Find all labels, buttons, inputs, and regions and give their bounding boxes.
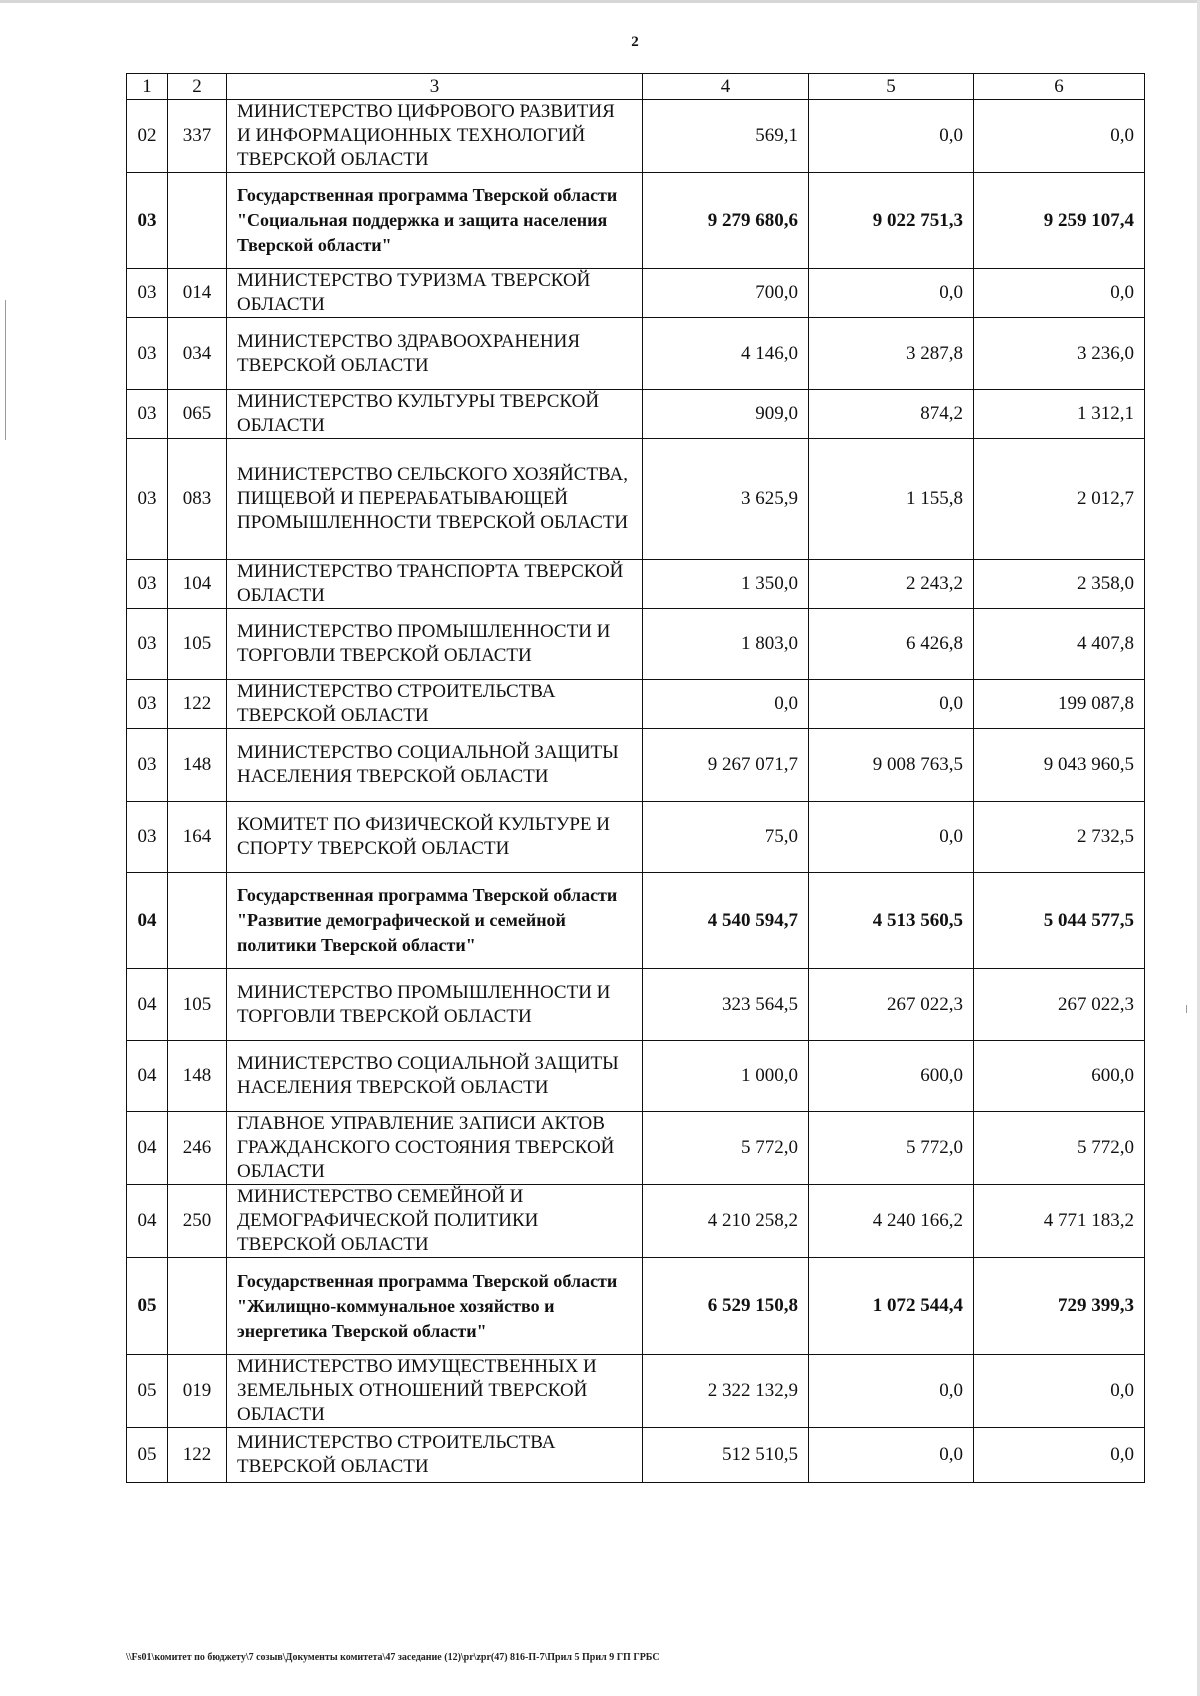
grbs-code-cell: 014	[168, 269, 227, 318]
program-row	[127, 1258, 1145, 1355]
value-year1-cell: 5 772,0	[643, 1112, 809, 1185]
value-year1-cell: 0,0	[643, 680, 809, 729]
program-code-cell: 03	[127, 560, 168, 609]
name-cell: МИНИСТЕРСТВО ИМУЩЕСТВЕННЫХ И ЗЕМЕЛЬНЫХ ОТНОШЕНИЙ ТВЕРСКОЙ ОБЛАСТИ	[227, 1355, 643, 1428]
value-year3-cell: 9 259 107,4	[974, 173, 1145, 269]
program-code-cell: 04	[127, 1185, 168, 1258]
value-year1-cell: 700,0	[643, 269, 809, 318]
table-header-row	[127, 74, 1145, 100]
value-year1-cell: 75,0	[643, 802, 809, 873]
column-header: 4	[643, 74, 809, 100]
value-year3-cell: 3 236,0	[974, 318, 1145, 390]
name-cell: МИНИСТЕРСТВО ПРОМЫШЛЕННОСТИ И ТОРГОВЛИ ТВЕРСКОЙ ОБЛАСТИ	[227, 609, 643, 680]
grbs-code-cell: 122	[168, 680, 227, 729]
name-cell: МИНИСТЕРСТВО СТРОИТЕЛЬСТВА ТВЕРСКОЙ ОБЛАСТИ	[227, 1428, 643, 1483]
value-year1-cell: 1 000,0	[643, 1041, 809, 1112]
value-year2-cell: 0,0	[809, 1355, 974, 1428]
value-year2-cell: 2 243,2	[809, 560, 974, 609]
grbs-code-cell	[168, 1258, 227, 1355]
program-code-cell: 03	[127, 609, 168, 680]
value-year1-cell: 9 279 680,6	[643, 173, 809, 269]
scan-mark	[5, 300, 6, 440]
table-row	[127, 439, 1145, 560]
table-row	[127, 609, 1145, 680]
value-year3-cell: 0,0	[974, 269, 1145, 318]
budget-table	[126, 73, 1145, 1483]
value-year3-cell: 1 312,1	[974, 390, 1145, 439]
value-year1-cell: 569,1	[643, 100, 809, 173]
grbs-code-cell	[168, 173, 227, 269]
program-code-cell: 04	[127, 873, 168, 969]
grbs-code-cell: 034	[168, 318, 227, 390]
value-year3-cell: 0,0	[974, 1355, 1145, 1428]
program-code-cell: 03	[127, 173, 168, 269]
value-year3-cell: 267 022,3	[974, 969, 1145, 1041]
name-cell: МИНИСТЕРСТВО ТРАНСПОРТА ТВЕРСКОЙ ОБЛАСТИ	[227, 560, 643, 609]
value-year2-cell: 4 240 166,2	[809, 1185, 974, 1258]
value-year2-cell: 5 772,0	[809, 1112, 974, 1185]
value-year2-cell: 1 155,8	[809, 439, 974, 560]
grbs-code-cell	[168, 873, 227, 969]
grbs-code-cell: 065	[168, 390, 227, 439]
program-code-cell: 05	[127, 1428, 168, 1483]
value-year2-cell: 4 513 560,5	[809, 873, 974, 969]
value-year1-cell: 1 350,0	[643, 560, 809, 609]
table-row	[127, 1041, 1145, 1112]
value-year1-cell: 323 564,5	[643, 969, 809, 1041]
column-header: 1	[127, 74, 168, 100]
name-cell: МИНИСТЕРСТВО СТРОИТЕЛЬСТВА ТВЕРСКОЙ ОБЛАСТИ	[227, 680, 643, 729]
name-cell: ГЛАВНОЕ УПРАВЛЕНИЕ ЗАПИСИ АКТОВ ГРАЖДАНСКОГО СОСТОЯНИЯ ТВЕРСКОЙ ОБЛАСТИ	[227, 1112, 643, 1185]
value-year1-cell: 909,0	[643, 390, 809, 439]
grbs-code-cell: 122	[168, 1428, 227, 1483]
program-row	[127, 173, 1145, 269]
table-row	[127, 680, 1145, 729]
table-row	[127, 390, 1145, 439]
name-cell: Государственная программа Тверской области "Социальная поддержка и защита населения Тверской области"	[227, 173, 643, 269]
name-cell: МИНИСТЕРСТВО ЗДРАВООХРАНЕНИЯ ТВЕРСКОЙ ОБЛАСТИ	[227, 318, 643, 390]
value-year2-cell: 874,2	[809, 390, 974, 439]
value-year2-cell: 9 008 763,5	[809, 729, 974, 802]
name-cell: МИНИСТЕРСТВО СЕМЕЙНОЙ И ДЕМОГРАФИЧЕСКОЙ ПОЛИТИКИ ТВЕРСКОЙ ОБЛАСТИ	[227, 1185, 643, 1258]
grbs-code-cell: 246	[168, 1112, 227, 1185]
value-year2-cell: 0,0	[809, 802, 974, 873]
value-year2-cell: 3 287,8	[809, 318, 974, 390]
value-year1-cell: 2 322 132,9	[643, 1355, 809, 1428]
program-code-cell: 03	[127, 680, 168, 729]
grbs-code-cell: 105	[168, 609, 227, 680]
table-row	[127, 1355, 1145, 1428]
table-row	[127, 729, 1145, 802]
grbs-code-cell: 148	[168, 1041, 227, 1112]
name-cell: КОМИТЕТ ПО ФИЗИЧЕСКОЙ КУЛЬТУРЕ И СПОРТУ ТВЕРСКОЙ ОБЛАСТИ	[227, 802, 643, 873]
value-year3-cell: 729 399,3	[974, 1258, 1145, 1355]
value-year1-cell: 1 803,0	[643, 609, 809, 680]
table-body	[127, 100, 1145, 1483]
value-year3-cell: 199 087,8	[974, 680, 1145, 729]
name-cell: Государственная программа Тверской области "Жилищно-коммунальное хозяйство и энергетика Тверской области"	[227, 1258, 643, 1355]
name-cell: МИНИСТЕРСТВО СЕЛЬСКОГО ХОЗЯЙСТВА, ПИЩЕВОЙ И ПЕРЕРАБАТЫВАЮЩЕЙ ПРОМЫШЛЕННОСТИ ТВЕРСКОЙ ОБЛАСТИ	[227, 439, 643, 560]
program-code-cell: 03	[127, 802, 168, 873]
program-code-cell: 03	[127, 390, 168, 439]
grbs-code-cell: 250	[168, 1185, 227, 1258]
grbs-code-cell: 105	[168, 969, 227, 1041]
table-row	[127, 560, 1145, 609]
footer-file-path: \\Fs01\комитет по бюджету\7 созыв\Документы комитета\47 заседание (12)\pr\zpr(47) 816-П-7\Прил 5 Прил 9 ГП ГРБС	[126, 1652, 660, 1663]
table-row	[127, 318, 1145, 390]
value-year3-cell: 0,0	[974, 100, 1145, 173]
table-row	[127, 269, 1145, 318]
program-code-cell: 04	[127, 1041, 168, 1112]
value-year1-cell: 4 540 594,7	[643, 873, 809, 969]
value-year2-cell: 0,0	[809, 680, 974, 729]
grbs-code-cell: 104	[168, 560, 227, 609]
value-year3-cell: 5 044 577,5	[974, 873, 1145, 969]
program-code-cell: 03	[127, 439, 168, 560]
grbs-code-cell: 083	[168, 439, 227, 560]
value-year3-cell: 2 732,5	[974, 802, 1145, 873]
value-year1-cell: 9 267 071,7	[643, 729, 809, 802]
name-cell: МИНИСТЕРСТВО СОЦИАЛЬНОЙ ЗАЩИТЫ НАСЕЛЕНИЯ ТВЕРСКОЙ ОБЛАСТИ	[227, 729, 643, 802]
scan-mark	[1186, 1005, 1187, 1013]
value-year1-cell: 4 146,0	[643, 318, 809, 390]
program-code-cell: 03	[127, 729, 168, 802]
name-cell: МИНИСТЕРСТВО ТУРИЗМА ТВЕРСКОЙ ОБЛАСТИ	[227, 269, 643, 318]
value-year3-cell: 4 407,8	[974, 609, 1145, 680]
value-year3-cell: 5 772,0	[974, 1112, 1145, 1185]
value-year1-cell: 512 510,5	[643, 1428, 809, 1483]
value-year2-cell: 600,0	[809, 1041, 974, 1112]
value-year2-cell: 9 022 751,3	[809, 173, 974, 269]
value-year2-cell: 0,0	[809, 100, 974, 173]
program-code-cell: 05	[127, 1355, 168, 1428]
value-year3-cell: 9 043 960,5	[974, 729, 1145, 802]
value-year1-cell: 4 210 258,2	[643, 1185, 809, 1258]
value-year3-cell: 4 771 183,2	[974, 1185, 1145, 1258]
value-year3-cell: 2 012,7	[974, 439, 1145, 560]
value-year2-cell: 0,0	[809, 269, 974, 318]
table-row	[127, 1112, 1145, 1185]
program-code-cell: 03	[127, 318, 168, 390]
column-header: 2	[168, 74, 227, 100]
name-cell: МИНИСТЕРСТВО ПРОМЫШЛЕННОСТИ И ТОРГОВЛИ ТВЕРСКОЙ ОБЛАСТИ	[227, 969, 643, 1041]
value-year3-cell: 600,0	[974, 1041, 1145, 1112]
grbs-code-cell: 164	[168, 802, 227, 873]
column-header: 6	[974, 74, 1145, 100]
column-header: 5	[809, 74, 974, 100]
column-header: 3	[227, 74, 643, 100]
program-code-cell: 04	[127, 969, 168, 1041]
table-row	[127, 969, 1145, 1041]
name-cell: МИНИСТЕРСТВО ЦИФРОВОГО РАЗВИТИЯ И ИНФОРМАЦИОННЫХ ТЕХНОЛОГИЙ ТВЕРСКОЙ ОБЛАСТИ	[227, 100, 643, 173]
value-year1-cell: 3 625,9	[643, 439, 809, 560]
program-code-cell: 03	[127, 269, 168, 318]
table-row	[127, 1185, 1145, 1258]
value-year1-cell: 6 529 150,8	[643, 1258, 809, 1355]
grbs-code-cell: 337	[168, 100, 227, 173]
value-year2-cell: 0,0	[809, 1428, 974, 1483]
value-year2-cell: 1 072 544,4	[809, 1258, 974, 1355]
value-year3-cell: 2 358,0	[974, 560, 1145, 609]
value-year2-cell: 6 426,8	[809, 609, 974, 680]
value-year2-cell: 267 022,3	[809, 969, 974, 1041]
program-code-cell: 05	[127, 1258, 168, 1355]
page-number: 2	[631, 34, 639, 50]
grbs-code-cell: 019	[168, 1355, 227, 1428]
value-year3-cell: 0,0	[974, 1428, 1145, 1483]
program-code-cell: 04	[127, 1112, 168, 1185]
name-cell: МИНИСТЕРСТВО КУЛЬТУРЫ ТВЕРСКОЙ ОБЛАСТИ	[227, 390, 643, 439]
program-row	[127, 873, 1145, 969]
table-row	[127, 1428, 1145, 1483]
program-code-cell: 02	[127, 100, 168, 173]
name-cell: Государственная программа Тверской области "Развитие демографической и семейной политики Тверской области"	[227, 873, 643, 969]
scan-edge-top	[0, 0, 1200, 3]
table-row	[127, 100, 1145, 173]
grbs-code-cell: 148	[168, 729, 227, 802]
name-cell: МИНИСТЕРСТВО СОЦИАЛЬНОЙ ЗАЩИТЫ НАСЕЛЕНИЯ ТВЕРСКОЙ ОБЛАСТИ	[227, 1041, 643, 1112]
table-row	[127, 802, 1145, 873]
